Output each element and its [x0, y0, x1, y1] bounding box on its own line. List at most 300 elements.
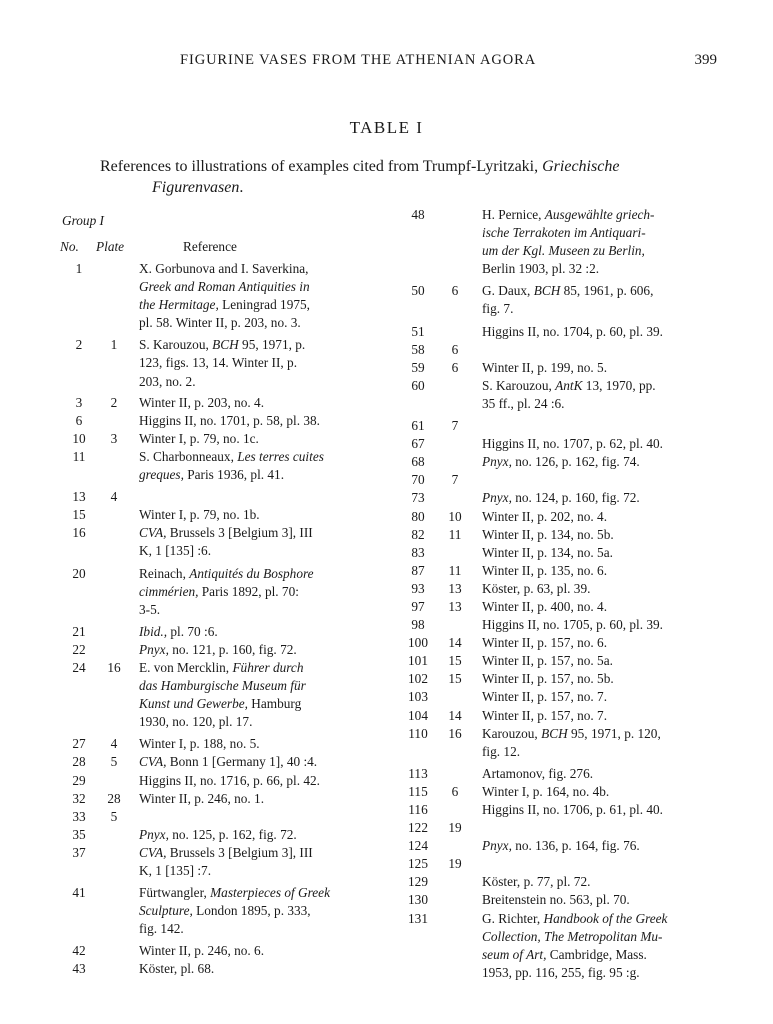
- table-row: [62, 826, 372, 844]
- plate-number: 11: [448, 562, 462, 578]
- reference-segment: Winter II, p. 157, no. 5a.: [482, 653, 613, 669]
- italic-title: Pnyx,: [139, 641, 169, 657]
- catalogue-number: 87: [411, 562, 425, 578]
- catalogue-number: 6: [75, 412, 83, 428]
- reference-segment: Fürtwangler,: [139, 885, 211, 901]
- reference-text: [482, 891, 740, 909]
- italic-title: CVA,: [139, 525, 167, 541]
- plate-number: 19: [448, 820, 462, 836]
- reference-segment: Higgins II, no. 1701, p. 58, pl. 38.: [139, 412, 320, 428]
- reference-segment: 203, no. 2.: [139, 373, 196, 389]
- reference-segment: 13, 1970, pp.: [582, 377, 656, 393]
- plate-number: 14: [448, 707, 462, 723]
- table-row: [405, 544, 740, 562]
- catalogue-number: 43: [72, 961, 86, 977]
- reference-text: [482, 707, 740, 725]
- column-headers: [62, 233, 372, 260]
- reference-line: [139, 920, 372, 938]
- reference-segment: Higgins II, no. 1706, p. 61, pl. 40.: [482, 802, 663, 817]
- reference-segment: Winter II, p. 157, no. 6.: [482, 635, 608, 651]
- reference-text: [482, 282, 740, 318]
- reference-line: [482, 435, 740, 453]
- italic-title: greques,: [139, 467, 184, 483]
- reference-line: [482, 707, 740, 725]
- reference-line: [482, 323, 740, 341]
- reference-line: [482, 377, 740, 395]
- reference-text: [139, 942, 372, 960]
- reference-text: [139, 884, 372, 938]
- table-row: [405, 282, 740, 318]
- catalogue-number: 37: [72, 844, 86, 860]
- table-row: [62, 942, 372, 960]
- catalogue-number: 68: [411, 454, 425, 470]
- reference-text: [139, 844, 372, 880]
- reference-segment: Artamonov, fig. 276.: [482, 765, 594, 781]
- reference-line: [139, 583, 372, 601]
- italic-title: Masterpieces of Greek: [210, 885, 330, 901]
- reference-line: [139, 695, 372, 713]
- reference-segment: Köster, p. 63, pl. 39.: [482, 580, 591, 596]
- plate-number: 6: [451, 341, 459, 357]
- reference-line: [482, 819, 740, 837]
- italic-title: BCH: [533, 283, 561, 299]
- catalogue-number: 58: [411, 341, 425, 357]
- table-row: [62, 394, 372, 412]
- table-row: [405, 471, 740, 489]
- catalogue-number: 16: [72, 525, 86, 541]
- reference-segment: Winter II, p. 203, no. 4.: [139, 394, 265, 410]
- reference-line: [139, 601, 372, 619]
- table-row: [405, 837, 740, 855]
- reference-line: [139, 623, 372, 641]
- catalogue-number: 21: [72, 623, 86, 639]
- reference-line: [139, 394, 372, 412]
- table-row: [62, 260, 372, 332]
- reference-text: [482, 526, 740, 544]
- reference-segment: 1930, no. 120, pl. 17.: [139, 714, 253, 730]
- reference-line: [139, 524, 372, 542]
- reference-text: [482, 873, 740, 891]
- reference-segment: Winter II, p. 202, no. 4.: [482, 508, 608, 524]
- table-row: [62, 565, 372, 619]
- table-row: [405, 670, 740, 688]
- table-row: [62, 641, 372, 659]
- plate-number: 13: [448, 580, 462, 596]
- reference-segment: Winter I, p. 79, no. 1c.: [139, 430, 259, 446]
- plate-number: 13: [448, 598, 462, 614]
- reference-segment: Reinach,: [139, 565, 190, 581]
- reference-line: [482, 359, 740, 377]
- table-row: [405, 359, 740, 377]
- table-row: [62, 844, 372, 880]
- catalogue-number: 32: [72, 790, 86, 806]
- table-row: [405, 616, 740, 634]
- reference-text: [482, 471, 740, 489]
- reference-text: [482, 819, 740, 837]
- reference-segment: Winter I, p. 188, no. 5.: [139, 736, 260, 752]
- reference-line: [482, 282, 740, 300]
- reference-text: [482, 544, 740, 562]
- reference-segment: Cambridge, Mass.: [546, 946, 647, 962]
- reference-line: [482, 471, 740, 489]
- plate-number: 14: [448, 635, 462, 651]
- reference-line: [482, 634, 740, 652]
- italic-title: Ibid.,: [139, 623, 168, 639]
- reference-segment: 95, 1971, p. 120,: [567, 725, 661, 741]
- reference-text: [482, 634, 740, 652]
- table-row: [62, 336, 372, 390]
- catalogue-number: 130: [408, 892, 428, 908]
- caption-book-title: Griechische: [542, 158, 620, 175]
- italic-title: Ausgewählte griech-: [544, 207, 655, 222]
- reference-segment: Winter II, p. 400, no. 4.: [482, 598, 608, 614]
- reference-line: [482, 910, 740, 928]
- reference-text: [482, 435, 740, 453]
- reference-segment: 3-5.: [139, 601, 161, 617]
- reference-line: [139, 412, 372, 430]
- reference-segment: London 1895, p. 333,: [192, 903, 311, 919]
- caption-book-title-cont: Figurenvasen: [152, 179, 240, 196]
- table-row: [405, 819, 740, 837]
- reference-line: [482, 873, 740, 891]
- table-row: [62, 412, 372, 430]
- catalogue-number: 11: [72, 448, 86, 464]
- catalogue-number: 101: [408, 653, 428, 669]
- catalogue-number: 97: [411, 598, 425, 614]
- reference-text: [139, 524, 372, 560]
- plate-number: 7: [451, 472, 459, 488]
- reference-line: [482, 765, 740, 783]
- plate-number: 16: [107, 659, 121, 675]
- catalogue-number: 48: [411, 207, 425, 222]
- reference-text: [482, 670, 740, 688]
- plate-number: 2: [110, 394, 118, 410]
- reference-text: [139, 430, 372, 448]
- table-caption: [100, 156, 720, 198]
- reference-segment: Winter II, p. 157, no. 5b.: [482, 671, 614, 687]
- catalogue-number: 93: [411, 580, 425, 596]
- reference-segment: no. 124, p. 160, fig. 72.: [511, 490, 640, 506]
- catalogue-number: 3: [75, 394, 83, 410]
- reference-text: [482, 580, 740, 598]
- catalogue-number: 110: [408, 725, 428, 741]
- reference-line: [482, 453, 740, 471]
- reference-segment: Leningrad 1975,: [218, 297, 310, 313]
- reference-line: [482, 801, 740, 819]
- reference-text: [482, 783, 740, 801]
- catalogue-number: 15: [72, 507, 86, 523]
- catalogue-number: 73: [411, 490, 425, 506]
- reference-segment: Higgins II, no. 1705, p. 60, pl. 39.: [482, 617, 663, 633]
- header-no: No.: [60, 239, 79, 254]
- reference-segment: Brussels 3 [Belgium 3], III: [166, 844, 313, 860]
- reference-segment: fig. 7.: [482, 301, 514, 317]
- header-plate: Plate: [96, 239, 125, 254]
- reference-text: [139, 565, 372, 619]
- plate-number: 15: [448, 671, 462, 687]
- italic-title: Collection, The Metropolitan Mu-: [482, 928, 663, 944]
- reference-segment: Winter II, p. 135, no. 6.: [482, 562, 608, 578]
- table-row: [62, 790, 372, 808]
- table-row: [405, 598, 740, 616]
- table-row: [405, 873, 740, 891]
- reference-segment: Higgins II, no. 1704, p. 60, pl. 39.: [482, 323, 663, 339]
- catalogue-number: 98: [411, 617, 425, 633]
- catalogue-number: 20: [72, 565, 86, 581]
- table-row: [405, 688, 740, 706]
- italic-title: CVA,: [139, 844, 167, 860]
- reference-text: [139, 753, 372, 771]
- header-reference: Reference: [183, 239, 237, 254]
- reference-line: [139, 466, 372, 484]
- table-row: [62, 488, 372, 506]
- reference-text: [482, 725, 740, 761]
- table-row: [62, 772, 372, 790]
- reference-segment: 123, figs. 13, 14. Winter II, p.: [139, 355, 298, 371]
- table-row: [62, 623, 372, 641]
- reference-segment: Paris 1892, pl. 70:: [198, 583, 299, 599]
- catalogue-number: 33: [72, 808, 86, 824]
- reference-text: [482, 598, 740, 616]
- page-number: 399: [694, 52, 717, 68]
- table-row: [62, 808, 372, 826]
- catalogue-number: 42: [72, 943, 86, 959]
- table-row: [62, 506, 372, 524]
- catalogue-number: 29: [72, 772, 86, 788]
- reference-segment: S. Karouzou,: [139, 337, 213, 353]
- reference-line: [482, 670, 740, 688]
- reference-segment: Winter I, p. 164, no. 4b.: [482, 783, 610, 799]
- reference-segment: pl. 70 :6.: [167, 623, 218, 639]
- reference-text: [482, 855, 740, 873]
- reference-text: [139, 623, 372, 641]
- table-row: [405, 508, 740, 526]
- plate-number: 15: [448, 653, 462, 669]
- reference-line: [139, 772, 372, 790]
- table-row: [405, 725, 740, 761]
- catalogue-number: 80: [411, 508, 425, 524]
- reference-line: [482, 652, 740, 670]
- table-row: [405, 634, 740, 652]
- reference-segment: G. Richter,: [482, 910, 544, 926]
- reference-line: [139, 735, 372, 753]
- table-row: [405, 417, 740, 435]
- reference-text: [139, 336, 372, 390]
- reference-text: [482, 652, 740, 670]
- catalogue-number: 35: [72, 826, 86, 842]
- italic-title: Les terres cuites: [237, 448, 324, 464]
- running-header: [0, 52, 773, 74]
- table-row: [62, 448, 372, 484]
- reference-segment: Köster, pl. 68.: [139, 961, 215, 977]
- left-column: [62, 206, 372, 979]
- reference-line: [482, 417, 740, 435]
- reference-line: [482, 300, 740, 318]
- plate-number: 28: [107, 790, 121, 806]
- catalogue-number: 10: [72, 430, 86, 446]
- plate-number: 1: [110, 337, 118, 353]
- caption-period: .: [239, 179, 244, 196]
- plate-number: 4: [110, 489, 118, 505]
- plate-number: 3: [110, 430, 118, 446]
- plate-number: 6: [451, 359, 459, 375]
- reference-line: [139, 790, 372, 808]
- reference-line: [482, 544, 740, 562]
- reference-text: [482, 206, 740, 278]
- reference-segment: Paris 1936, pl. 41.: [183, 467, 285, 483]
- reference-line: [482, 562, 740, 580]
- reference-segment: no. 126, p. 162, fig. 74.: [511, 454, 640, 470]
- reference-line: [139, 862, 372, 880]
- reference-text: [482, 323, 740, 341]
- table-row: [62, 659, 372, 731]
- reference-segment: H. Pernice,: [482, 207, 545, 222]
- reference-line: [139, 826, 372, 844]
- reference-segment: Berlin 1903, pl. 32 :2.: [482, 261, 600, 277]
- reference-segment: Karouzou,: [482, 725, 542, 741]
- reference-line: [139, 260, 372, 278]
- reference-line: [482, 783, 740, 801]
- reference-segment: 95, 1971, p.: [238, 337, 306, 353]
- reference-line: [139, 296, 372, 314]
- table-row: [405, 341, 740, 359]
- italic-title: Führer durch: [232, 659, 304, 675]
- table-row: [405, 801, 740, 819]
- reference-line: [139, 373, 372, 391]
- table-row: [405, 526, 740, 544]
- reference-text: [139, 506, 372, 524]
- reference-line: [482, 837, 740, 855]
- reference-segment: Winter II, p. 134, no. 5b.: [482, 526, 614, 542]
- table-row: [405, 910, 740, 982]
- reference-segment: Winter II, p. 246, no. 1.: [139, 790, 265, 806]
- table-row: [405, 206, 740, 278]
- table-row: [62, 524, 372, 560]
- catalogue-number: 122: [408, 820, 428, 836]
- reference-line: [139, 336, 372, 354]
- table-row: [405, 707, 740, 725]
- reference-segment: S. Charbonneaux,: [139, 448, 238, 464]
- caption-text: References to illustrations of examples cited from Trumpf-Lyritzaki,: [100, 158, 543, 175]
- reference-line: [139, 942, 372, 960]
- catalogue-number: 67: [411, 436, 425, 452]
- reference-line: [139, 884, 372, 902]
- reference-segment: Higgins II, no. 1707, p. 62, pl. 40.: [482, 436, 663, 452]
- reference-text: [139, 448, 372, 484]
- catalogue-number: 124: [408, 838, 428, 854]
- reference-segment: no. 121, p. 160, fig. 72.: [168, 641, 297, 657]
- reference-segment: fig. 142.: [139, 921, 184, 937]
- plate-number: 7: [451, 418, 459, 434]
- reference-segment: Winter II, p. 157, no. 7.: [482, 689, 608, 705]
- running-title: FIGURINE VASES FROM THE ATHENIAN AGORA: [180, 52, 537, 68]
- plate-number: 19: [448, 856, 462, 872]
- italic-title: das Hamburgische Museum für: [139, 678, 306, 694]
- catalogue-number: 61: [411, 418, 425, 434]
- reference-segment: 1953, pp. 116, 255, fig. 95 :g.: [482, 964, 640, 980]
- plate-number: 5: [110, 808, 118, 824]
- reference-segment: E. von Mercklin,: [139, 659, 233, 675]
- left-table-body: [62, 260, 372, 979]
- reference-segment: K, 1 [135] :7.: [139, 863, 212, 878]
- italic-title: Greek and Roman Antiquities in: [139, 279, 310, 295]
- right-table-body: [405, 206, 740, 982]
- reference-segment: G. Daux,: [482, 283, 534, 299]
- catalogue-number: 125: [408, 856, 428, 872]
- reference-line: [482, 260, 740, 278]
- table-row: [62, 430, 372, 448]
- reference-line: [482, 855, 740, 873]
- table-row: [405, 435, 740, 453]
- reference-line: [482, 224, 740, 242]
- reference-text: [482, 765, 740, 783]
- italic-title: Pnyx,: [482, 490, 512, 506]
- reference-line: [482, 580, 740, 598]
- reference-text: [482, 489, 740, 507]
- reference-line: [139, 808, 372, 826]
- italic-title: cimmérien,: [139, 583, 199, 599]
- reference-segment: fig. 12.: [482, 743, 521, 759]
- reference-line: [139, 713, 372, 731]
- reference-line: [482, 616, 740, 634]
- italic-title: um der Kgl. Museen zu Berlin,: [482, 243, 645, 259]
- plate-number: 4: [110, 736, 118, 752]
- catalogue-number: 102: [408, 671, 428, 687]
- reference-text: [482, 616, 740, 634]
- table-row: [405, 562, 740, 580]
- reference-segment: Winter II, p. 246, no. 6.: [139, 943, 265, 959]
- reference-line: [139, 278, 372, 296]
- italic-title: Pnyx,: [482, 838, 512, 854]
- reference-line: [139, 506, 372, 524]
- reference-text: [139, 960, 372, 978]
- reference-line: [482, 242, 740, 260]
- reference-line: [482, 891, 740, 909]
- italic-title: BCH: [541, 725, 568, 741]
- reference-text: [139, 735, 372, 753]
- reference-line: [139, 314, 372, 332]
- catalogue-number: 100: [408, 635, 428, 651]
- italic-title: AntK: [555, 377, 583, 393]
- reference-text: [139, 790, 372, 808]
- catalogue-number: 50: [411, 283, 425, 299]
- catalogue-number: 28: [72, 754, 86, 770]
- reference-line: [482, 489, 740, 507]
- reference-segment: Köster, p. 77, pl. 72.: [482, 874, 591, 890]
- reference-line: [139, 542, 372, 560]
- reference-line: [482, 598, 740, 616]
- table-row: [62, 753, 372, 771]
- reference-line: [139, 448, 372, 466]
- plate-number: 10: [448, 508, 462, 524]
- reference-segment: pl. 58. Winter II, p. 203, no. 3.: [139, 315, 301, 331]
- reference-text: [482, 837, 740, 855]
- table-row: [405, 765, 740, 783]
- reference-segment: Bonn 1 [Germany 1], 40 :4.: [166, 754, 318, 770]
- reference-segment: Breitenstein no. 563, pl. 70.: [482, 892, 630, 908]
- reference-text: [482, 417, 740, 435]
- table-row: [405, 652, 740, 670]
- reference-text: [482, 688, 740, 706]
- italic-title: seum of Art,: [482, 946, 547, 962]
- reference-segment: Brussels 3 [Belgium 3], III: [166, 525, 313, 541]
- reference-text: [482, 453, 740, 471]
- table-row: [405, 377, 740, 413]
- reference-line: [139, 844, 372, 862]
- catalogue-number: 113: [408, 765, 428, 781]
- catalogue-number: 131: [408, 910, 428, 926]
- reference-text: [139, 772, 372, 790]
